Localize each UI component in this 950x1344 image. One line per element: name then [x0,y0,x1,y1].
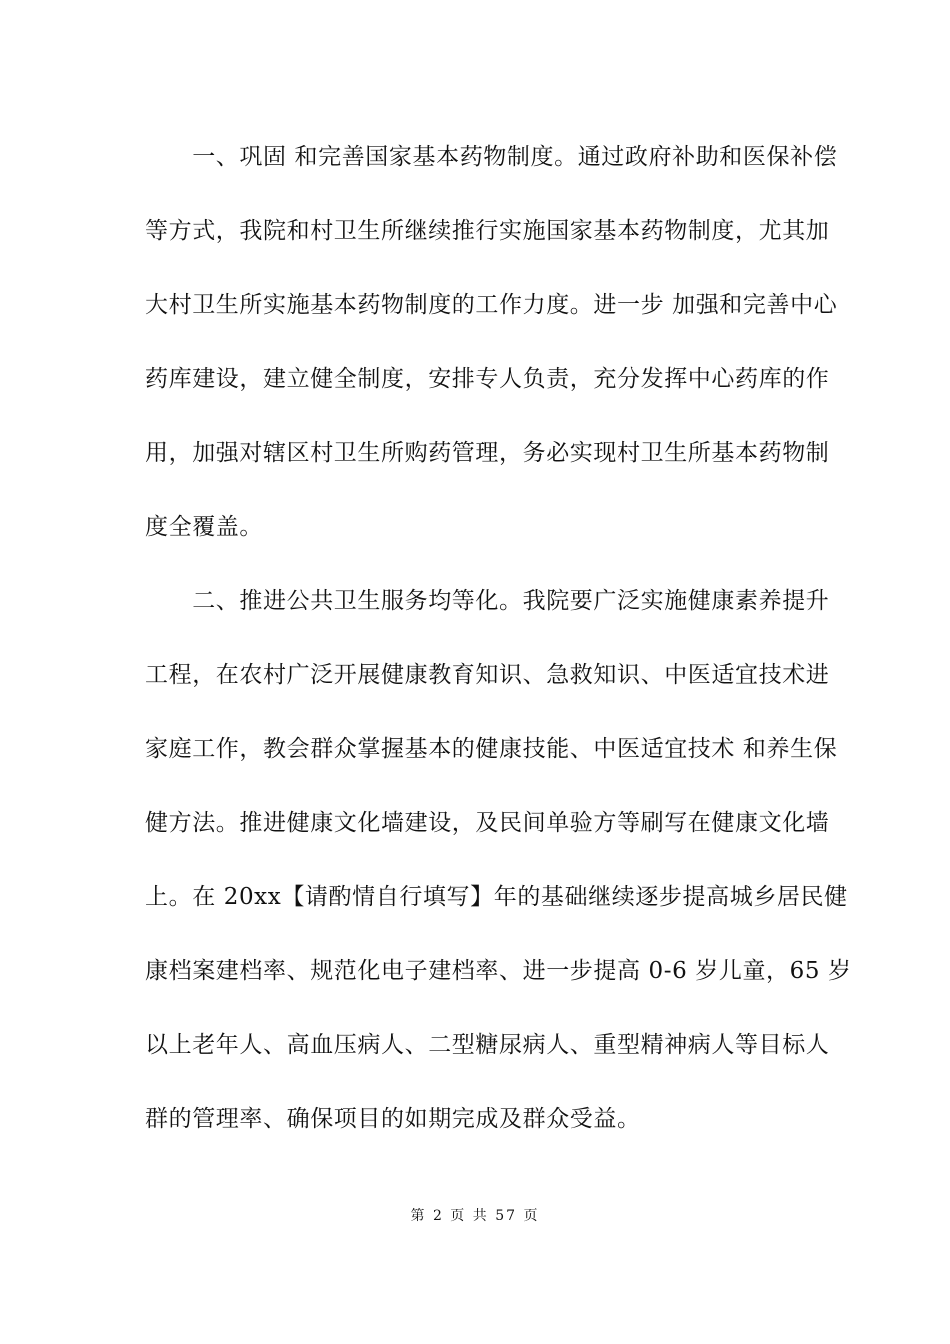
paragraph-2-line-8: 群的管理率、确保项目的如期完成及群众受益。 [145,1106,641,1132]
paragraph-2-line-1: 二、推进公共卫生服务均等化。我院要广泛实施健康素养提升 [145,588,830,614]
paragraph-1-line-5: 用，加强对辖区村卫生所购药管理，务必实现村卫生所基本药物制 [145,440,830,466]
paragraph-2-line-7: 以上老年人、高血压病人、二型糖尿病人、重型精神病人等目标人 [145,1032,830,1058]
paragraph-2-line-4: 健方法。推进健康文化墙建设，及民间单验方等刷写在健康文化墙 [145,810,830,836]
paragraph-1-line-4: 药库建设，建立健全制度，安排专人负责，充分发挥中心药库的作 [145,366,830,392]
paragraph-1-line-2: 等方式，我院和村卫生所继续推行实施国家基本药物制度，尤其加 [145,218,830,244]
paragraph-1-line-6: 度全覆盖。 [145,514,263,540]
paragraph-2-line-6: 康档案建档率、规范化电子建档率、进一步提高 0-6 岁儿童，65 岁 [145,958,852,984]
paragraph-1-line-3: 大村卫生所实施基本药物制度的工作力度。进一步 加强和完善中心 [145,292,838,318]
page-number-footer: 第 2 页 共 57 页 [410,1208,540,1224]
paragraph-2-line-5: 上。在 20xx【请酌情自行填写】年的基础继续逐步提高城乡居民健 [145,884,848,910]
paragraph-1-line-1: 一、巩固 和完善国家基本药物制度。通过政府补助和医保补偿 [145,144,838,170]
paragraph-2-line-3: 家庭工作，教会群众掌握基本的健康技能、中医适宜技术 和养生保 [145,736,838,762]
paragraph-2-line-2: 工程，在农村广泛开展健康教育知识、急救知识、中医适宜技术进 [145,662,830,688]
